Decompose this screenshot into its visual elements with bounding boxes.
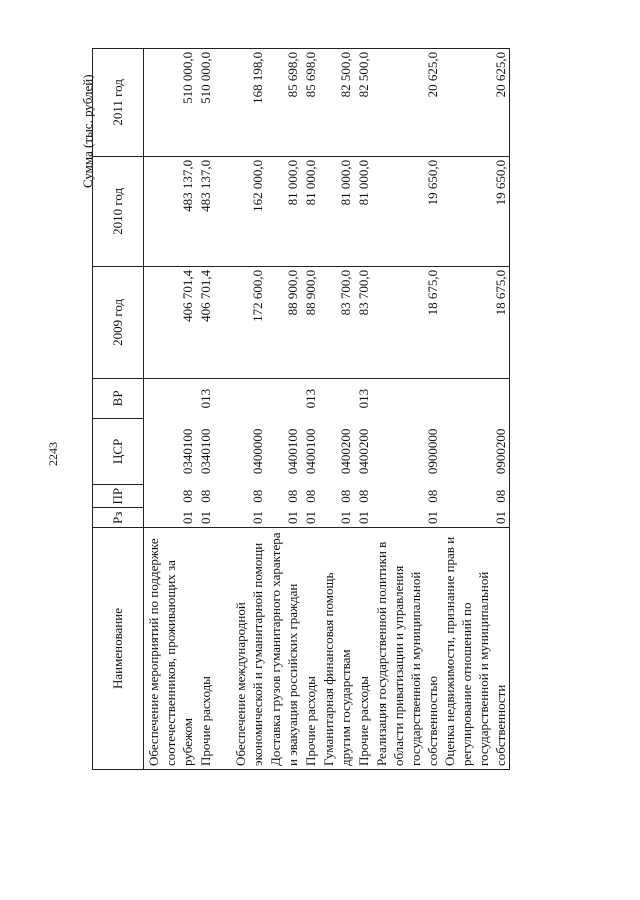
cell-csr: 0400100 [284,428,300,475]
cell-rz: 01 [372,508,441,528]
cell-csr: 0400100 [302,428,318,475]
cell-y2009: 18 675,0 [441,266,510,378]
header-row [93,48,144,769]
cell-y2011: 510 000,0 [196,48,214,156]
cell-csr: 0400200 [337,428,353,475]
table-row [301,48,319,769]
cell-y2009: 83 700,0 [319,266,354,378]
table-row [214,48,266,769]
table-row [441,48,510,769]
cell-pr: 08 [355,489,371,503]
cell-y2009: 18 675,0 [372,266,441,378]
cell-rz: 01 [441,508,510,528]
table-row [196,48,214,769]
header-pr: ПР [93,484,144,508]
cell-y2010: 19 650,0 [441,156,510,266]
cell-y2009: 406 701,4 [144,266,196,378]
cell-rz: 01 [144,508,196,528]
cell-y2011: 20 625,0 [441,48,510,156]
table-body [144,48,510,769]
cell-vr: 013 [196,378,214,418]
cell-name: Доставка грузов гуманитарного характера и эвакуация российских граждан [266,528,301,770]
cell-csr: 0900000 [424,428,440,475]
cell-pr: 08 [424,489,440,503]
table-row [319,48,354,769]
cell-y2009: 83 700,0 [354,266,372,378]
cell-y2011: 85 698,0 [266,48,301,156]
cell-vr [372,378,441,418]
cell-name: Гуманитарная финансовая помощь другим государствам [319,528,354,770]
cell-name: Оценка недвижимости, признание прав и регулирование отношений по государственной и муниципальной собственности [441,528,510,770]
header-rz: Рз [93,508,144,528]
table-row [354,48,372,769]
cell-vr [266,378,301,418]
cell-name: Прочие расходы [301,528,319,770]
cell-rz: 01 [214,508,266,528]
cell-y2010: 81 000,0 [319,156,354,266]
cell-vr: 013 [354,378,372,418]
cell-rz: 01 [196,508,214,528]
cell-rz: 01 [301,508,319,528]
cell-y2009: 88 900,0 [301,266,319,378]
cell-name: Прочие расходы [196,528,214,770]
cell-y2011: 85 698,0 [301,48,319,156]
cell-vr [319,378,354,418]
page-number: 2243 [46,442,60,466]
cell-y2011: 510 000,0 [144,48,196,156]
cell-y2010: 483 137,0 [196,156,214,266]
cell-pr: 08 [337,489,353,503]
cell-csr: 0340100 [179,428,195,475]
cell-csr: 0400200 [355,428,371,475]
cell-pr: 08 [249,489,265,503]
cell-y2009: 406 701,4 [196,266,214,378]
header-vr: ВР [93,378,144,418]
cell-pr: 08 [441,484,510,508]
budget-table [92,48,510,770]
cell-pr: 08 [197,489,213,503]
header-2011: 2011 год [93,48,144,156]
cell-pr: 08 [284,489,300,503]
cell-y2010: 19 650,0 [372,156,441,266]
cell-rz: 01 [266,508,301,528]
cell-csr: 0340100 [197,428,213,475]
cell-y2010: 81 000,0 [354,156,372,266]
cell-pr: 08 [179,489,195,503]
table-row [372,48,441,769]
header-csr: ЦСР [93,418,144,484]
cell-y2010: 81 000,0 [301,156,319,266]
cell-vr [441,378,510,418]
cell-name: Прочие расходы [354,528,372,770]
cell-vr [144,378,196,418]
cell-vr: 013 [301,378,319,418]
header-name: Наименование [93,528,144,770]
cell-y2010: 162 000,0 [214,156,266,266]
cell-y2011: 82 500,0 [354,48,372,156]
units-caption: Сумма (тыс. рублей) [80,74,95,188]
cell-pr: 08 [302,489,318,503]
cell-csr: 0400000 [249,428,265,475]
cell-vr [214,378,266,418]
cell-y2011: 82 500,0 [319,48,354,156]
cell-name: Обеспечение международной экономической и гуманитарной помощи [214,528,266,770]
cell-name: Обеспечение мероприятий по поддержке соотечественников, проживающих за рубежом [144,528,196,770]
table-row [144,48,196,769]
table-row [266,48,301,769]
cell-y2011: 20 625,0 [372,48,441,156]
cell-y2010: 81 000,0 [266,156,301,266]
cell-y2009: 172 600,0 [214,266,266,378]
cell-rz: 01 [354,508,372,528]
cell-y2009: 88 900,0 [266,266,301,378]
cell-y2011: 168 198,0 [214,48,266,156]
cell-csr: 0900200 [441,418,510,484]
header-2009: 2009 год [93,266,144,378]
cell-y2010: 483 137,0 [144,156,196,266]
header-2010: 2010 год [93,156,144,266]
cell-rz: 01 [319,508,354,528]
cell-name: Реализация государственной политики в области приватизации и управления государственной и муниципальной собственностью [372,528,441,770]
